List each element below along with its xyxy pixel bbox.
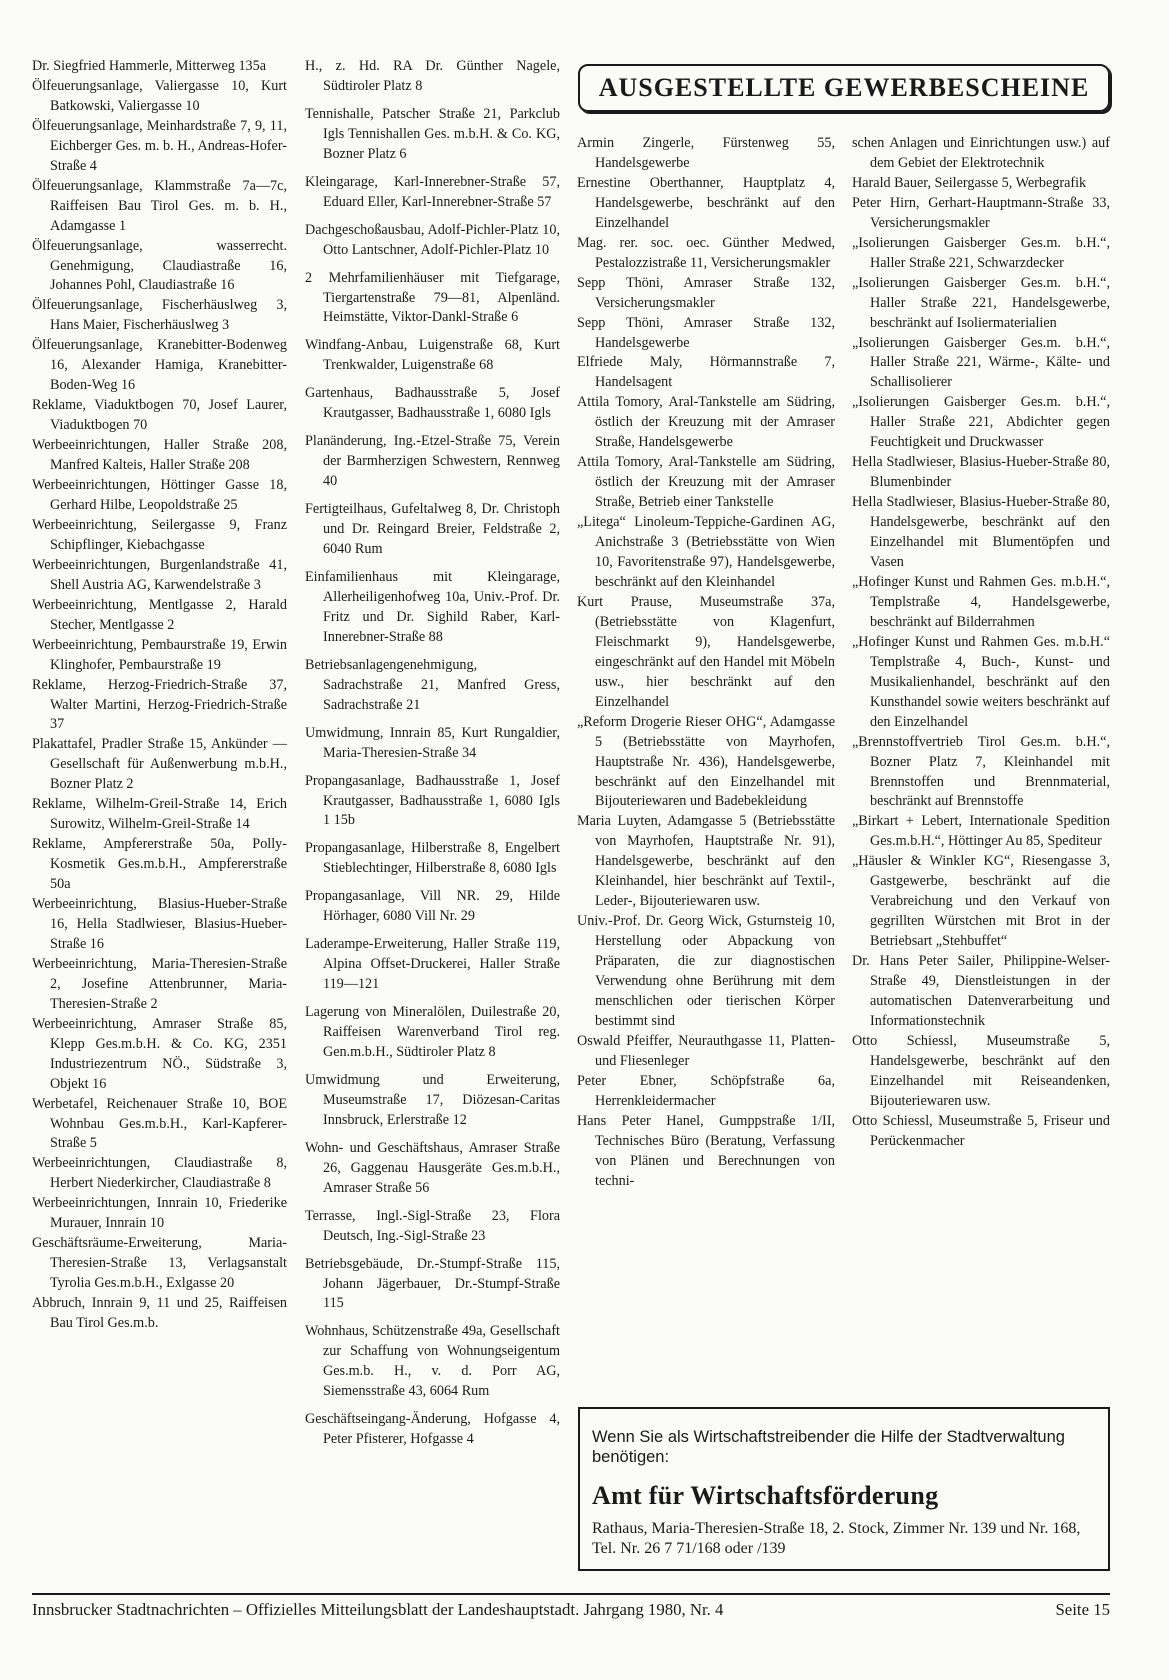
list-item: Wohn- und Geschäftshaus, Amraser Straße 26, Gaggenau Hausgeräte Ges.m.b.H., Amraser Straße 56 [305,1139,560,1196]
list-item: Werbeeinrichtung, Amraser Straße 85, Klepp Ges.m.b.H. & Co. KG, 2351 Industriezentrum NÖ., Südstraße 3, Objekt 16 [32,1015,287,1092]
list-item: Werbeeinrichtung, Mentlgasse 2, Harald Stecher, Mentlgasse 2 [32,596,287,633]
notice-intro: Wenn Sie als Wirtschaftstreibender die Hilfe der Stadtverwaltung benötigen: [592,1428,1065,1466]
list-item: Gartenhaus, Badhausstraße 5, Josef Krautgasser, Badhausstraße 1, 6080 Igls [305,385,560,422]
list-item: Umwidmung und Erweiterung, Museumstraße 17, Diözesan-Caritas Innsbruck, Erlerstraße 12 [305,1071,560,1128]
list-item: Kleingarage, Karl-Innerebner-Straße 57, Eduard Eller, Karl-Innerebner-Straße 57 [305,173,560,210]
list-item: Planänderung, Ing.-Etzel-Straße 75, Verein der Barmherzigen Schwestern, Rennweg 40 [305,433,560,490]
list-item: Kurt Prause, Museumstraße 37a, (Betriebsstätte von Klagenfurt, Fleischmarkt 9), Handelsgewerbe, eingeschränkt auf den Handel mit Möbeln usw., hier beschränkt auf den Einzelhandel [577,593,835,710]
footer-rule [32,1593,1110,1595]
list-item: Werbeeinrichtungen, Haller Straße 208, Manfred Kalteis, Haller Straße 208 [32,437,287,474]
list-item: Betriebsanlagengenehmigung, Sadrachstraße 21, Manfred Gress, Sadrachstraße 21 [305,656,560,713]
list-item: Betriebsgebäude, Dr.-Stumpf-Straße 115, Johann Jägerbauer, Dr.-Stumpf-Straße 115 [305,1255,560,1312]
list-item: Maria Luyten, Adamgasse 5 (Betriebsstätte von Mayrhofen, Hauptstraße Nr. 91), Handelsgewerbe, beschränkt auf den Kleinhandel, hier beschränkt auf Textil-, Leder-, Bijouteriewaren usw. [577,813,835,910]
list-item: Reklame, Viaduktbogen 70, Josef Laurer, Viaduktbogen 70 [32,397,287,434]
list-item: „Isolierungen Gaisberger Ges.m. b.H.“, Haller Straße 221, Wärme-, Kälte- und Schallisolierer [852,334,1110,391]
list-item: Dr. Hans Peter Sailer, Philippine-Welser-Straße 49, Dienstleistungen in der automatischen Datenverarbeitung und Informationstechnik [852,953,1110,1029]
column-4-trade-licenses [852,134,1110,1152]
list-item: Werbeeinrichtung, Blasius-Hueber-Straße 16, Hella Stadlwieser, Blasius-Hueber-Straße 16 [32,896,287,952]
list-item: Harald Bauer, Seilergasse 5, Werbegrafik [852,174,1087,191]
list-item: Otto Schiessl, Museumstraße 5, Handelsgewerbe, beschränkt auf den Einzelhandel mit Reiseandenken, Bijouteriewaren usw. [852,1032,1110,1109]
list-item: Dr. Siegfried Hammerle, Mitterweg 135a [32,58,267,74]
list-item: „Birkart + Lebert, Internationale Spedition Ges.m.b.H.“, Höttinger Au 85, Spediteur [852,813,1110,850]
list-item: Geschäftseingang-Änderung, Hofgasse 4, Peter Pfisterer, Hofgasse 4 [305,1411,560,1448]
list-item: Werbeeinrichtung, Maria-Theresien-Straße 2, Josefine Attenbrunner, Maria-Theresien-Straße 2 [32,955,287,1012]
list-item: Wohnhaus, Schützenstraße 49a, Gesellschaft zur Schaffung von Wohnungseigentum Ges.m.b. H., v. d. Porr AG, Siemensstraße 43, 6064 Rum [305,1323,560,1400]
list-item: Ölfeuerungsanlage, Kranebitter-Bodenweg 16, Alexander Hamiga, Kranebitter-Boden-Weg 16 [32,337,287,394]
list-item: H., z. Hd. RA Dr. Günther Nagele, Südtiroler Platz 8 [305,58,560,94]
list-item: Ölfeuerungsanlage, Klammstraße 7a—7c, Raiffeisen Bau Tirol Ges. m. b. H., Adamgasse 1 [32,177,287,234]
column-2-building-permits [305,57,560,1450]
list-item: Terrasse, Ingl.-Sigl-Straße 23, Flora Deutsch, Ing.-Sigl-Straße 23 [305,1207,560,1244]
list-item: Laderampe-Erweiterung, Haller Straße 119, Alpina Offset-Druckerei, Haller Straße 119—121 [305,936,560,993]
list-item: Werbeeinrichtungen, Höttinger Gasse 18, Gerhard Hilbe, Leopoldstraße 25 [32,477,287,513]
list-item: „Reform Drogerie Rieser OHG“, Adamgasse 5 (Betriebsstätte von Mayrhofen, Hauptstraße Nr. 436), Handelsgewerbe, beschränkt auf den Einzelhandel mit Bijouteriewaren und Badebekleidung [577,713,835,810]
economic-office-notice [578,1407,1110,1571]
list-item: Sepp Thöni, Amraser Straße 132, Handelsgewerbe [577,314,835,351]
list-item: Ölfeuerungsanlage, Valiergasse 10, Kurt Batkowski, Valiergasse 10 [32,77,287,114]
office-address: Rathaus, Maria-Theresien-Straße 18, 2. Stock, Zimmer Nr. 139 und Nr. 168, Tel. Nr. 26 7 71/168 oder /139 [592,1520,1081,1557]
list-item: Ölfeuerungsanlage, Fischerhäuslweg 3, Hans Maier, Fischerhäuslweg 3 [32,297,287,334]
list-item: Windfang-Anbau, Luigenstraße 68, Kurt Trenkwalder, Luigenstraße 68 [305,337,560,374]
list-item: Fertigteilhaus, Gufeltalweg 8, Dr. Christoph und Dr. Reingard Breier, Feldstraße 2, 6040 Rum [305,501,560,558]
section-title: AUSGESTELLTE GEWERBESCHEINE [598,73,1090,102]
column-1-building-permits [32,57,287,1334]
office-name: Amt für Wirtschaftsförderung [592,1481,939,1510]
list-item: 2 Mehrfamilienhäuser mit Tiefgarage, Tiergartenstraße 79—81, Alpenländ. Heimstätte, Viktor-Dankl-Straße 6 [305,269,560,326]
list-item: Dachgeschoßausbau, Adolf-Pichler-Platz 10, Otto Lantschner, Adolf-Pichler-Platz 10 [305,221,560,258]
list-item: Propangasanlage, Hilberstraße 8, Engelbert Stieblechtinger, Hilberstraße 8, 6080 Igls [305,840,560,877]
list-item: Tennishalle, Patscher Straße 21, Parkclub Igls Tennishallen Ges. m.b.H. & Co. KG, Bozner Platz 6 [305,105,560,162]
list-item: Werbeeinrichtungen, Claudiastraße 8, Herbert Niederkircher, Claudiastraße 8 [32,1155,287,1192]
column-3-trade-licenses [577,134,835,1192]
list-item: Univ.-Prof. Dr. Georg Wick, Gsturnsteig 10, Herstellung oder Abpackung von Präparaten, die zur diagnostischen Verwendung ohne Berührung mit dem menschlichen oder tierischen Körper bestimmt sind [577,913,835,1029]
list-item: Werbeeinrichtung, Seilergasse 9, Franz Schipflinger, Kiebachgasse [32,516,287,553]
page-footer [32,1600,1110,1620]
list-item: Elfriede Maly, Hörmannstraße 7, Handelsagent [577,354,835,391]
list-item: „Häusler & Winkler KG“, Riesengasse 3, Gastgewerbe, beschränkt auf die Verabreichung und den Verkauf von gegrillten Würstchen mit Brot in der Betriebsart „Stehbuffet“ [852,853,1110,950]
list-item: Ölfeuerungsanlage, wasserrecht. Genehmigung, Claudiastraße 16, Johannes Pohl, Claudiastraße 16 [32,237,287,294]
list-item: „Litega“ Linoleum-Teppiche-Gardinen AG, Anichstraße 3 (Betriebsstätte von Wien 10, Favoritenstraße 97), Handelsgewerbe, beschränkt auf den Kleinhandel [577,514,835,590]
list-item: Peter Ebner, Schöpfstraße 6a, Herrenkleidermacher [577,1072,835,1109]
list-item: Umwidmung, Innrain 85, Kurt Rungaldier, Maria-Theresien-Straße 34 [305,724,560,761]
list-item: Werbeeinrichtung, Pembaurstraße 19, Erwin Klinghofer, Pembaurstraße 19 [32,636,287,673]
list-item: Abbruch, Innrain 9, 11 und 25, Raiffeisen Bau Tirol Ges.m.b. [32,1295,287,1332]
list-item: Werbeeinrichtungen, Innrain 10, Friederike Murauer, Innrain 10 [32,1195,287,1232]
list-item: „Isolierungen Gaisberger Ges.m. b.H.“, Haller Straße 221, Abdichter gegen Feuchtigkeit und Druckwasser [852,394,1110,451]
list-item: Geschäftsräume-Erweiterung, Maria-Theresien-Straße 13, Verlagsanstalt Tyrolia Ges.m.b.H., Exlgasse 20 [32,1235,287,1292]
list-item: Propangasanlage, Badhausstraße 1, Josef Krautgasser, Badhausstraße 1, 6080 Igls 1 15b [305,772,560,829]
list-item: Reklame, Wilhelm-Greil-Straße 14, Erich Surowitz, Wilhelm-Greil-Straße 14 [32,796,287,833]
list-item: Armin Zingerle, Fürstenweg 55, Handelsgewerbe [577,135,835,171]
list-item: Hella Stadlwieser, Blasius-Hueber-Straße 80, Blumenbinder [852,454,1110,491]
list-item: Hans Peter Hanel, Gumppstraße 1/II, Technisches Büro (Beratung, Verfassung von Plänen und Berechnungen von techni- [577,1112,835,1189]
list-item: Sepp Thöni, Amraser Straße 132, Versicherungsmakler [577,274,835,311]
list-item: schen Anlagen und Einrichtungen usw.) auf dem Gebiet der Elektrotechnik [852,135,1110,171]
list-item: Lagerung von Mineralölen, Duilestraße 20, Raiffeisen Warenverband Tirol reg. Gen.m.b.H., Südtiroler Platz 8 [305,1004,560,1060]
list-item: Attila Tomory, Aral-Tankstelle am Südring, östlich der Kreuzung mit der Amraser Straße, Handelsgewerbe [577,394,835,451]
list-item: Reklame, Ampfererstraße 50a, Polly-Kosmetik Ges.m.b.H., Ampfererstraße 50a [32,836,287,893]
list-item: „Hofinger Kunst und Rahmen Ges. m.b.H.“ Templstraße 4, Buch-, Kunst- und Musikalienhandel, beschränkt auf den Kunsthandel sowie weiters beschränkt auf den Einzelhandel [852,633,1110,730]
list-item: Mag. rer. soc. oec. Günther Medwed, Pestalozzistraße 11, Versicherungsmakler [577,234,835,271]
list-item: Otto Schiessl, Museumstraße 5, Friseur und Perückenmacher [852,1112,1110,1149]
list-item: „Hofinger Kunst und Rahmen Ges. m.b.H.“, Templstraße 4, Handelsgewerbe, beschränkt auf Bilderrahmen [852,573,1110,630]
list-item: Werbetafel, Reichenauer Straße 10, BOE Wohnbau Ges.m.b.H., Karl-Kapferer-Straße 5 [32,1095,287,1152]
list-item: Reklame, Herzog-Friedrich-Straße 37, Walter Martini, Herzog-Friedrich-Straße 37 [32,676,287,733]
list-item: „Brennstoffvertrieb Tirol Ges.m. b.H.“, Bozner Platz 7, Kleinhandel mit Brennstoffen und Brennmaterial, beschränkt auf Brennstoffe [852,733,1110,810]
list-item: Peter Hirn, Gerhart-Hauptmann-Straße 33, Versicherungsmakler [852,194,1110,231]
list-item: „Isolierungen Gaisberger Ges.m. b.H.“, Haller Straße 221, Handelsgewerbe, beschränkt auf Isoliermaterialien [852,274,1110,331]
section-heading-box [578,64,1110,112]
list-item: Werbeeinrichtungen, Burgenlandstraße 41, Shell Austria AG, Karwendelstraße 3 [32,556,287,593]
list-item: Oswald Pfeiffer, Neurauthgasse 11, Platten- und Fliesenleger [577,1032,835,1069]
publication-line: Innsbrucker Stadtnachrichten – Offizielles Mitteilungsblatt der Landeshauptstadt. Jahrgang 1980, Nr. 4 [32,1600,724,1619]
page-number: Seite 15 [1055,1600,1110,1619]
list-item: Ernestine Oberthanner, Hauptplatz 4, Handelsgewerbe, beschränkt auf den Einzelhandel [577,174,835,231]
list-item: Hella Stadlwieser, Blasius-Hueber-Straße 80, Handelsgewerbe, beschränkt auf den Einzelhandel mit Blumentöpfen und Vasen [852,494,1110,571]
list-item: Ölfeuerungsanlage, Meinhardstraße 7, 9, 11, Eichberger Ges. m. b. H., Andreas-Hofer-Straße 4 [32,117,287,174]
list-item: Einfamilienhaus mit Kleingarage, Allerheiligenhofweg 10a, Univ.-Prof. Dr. Fritz und Dr. Sighild Raber, Karl-Innerebner-Straße 88 [305,568,560,645]
list-item: „Isolierungen Gaisberger Ges.m. b.H.“, Haller Straße 221, Schwarzdecker [852,234,1110,271]
list-item: Attila Tomory, Aral-Tankstelle am Südring, östlich der Kreuzung mit der Amraser Straße, Betrieb einer Tankstelle [577,454,835,511]
list-item: Plakattafel, Pradler Straße 15, Ankünder — Gesellschaft für Außenwerbung m.b.H., Bozner Platz 2 [32,736,287,793]
list-item: Propangasanlage, Vill NR. 29, Hilde Hörhager, 6080 Vill Nr. 29 [305,888,560,925]
